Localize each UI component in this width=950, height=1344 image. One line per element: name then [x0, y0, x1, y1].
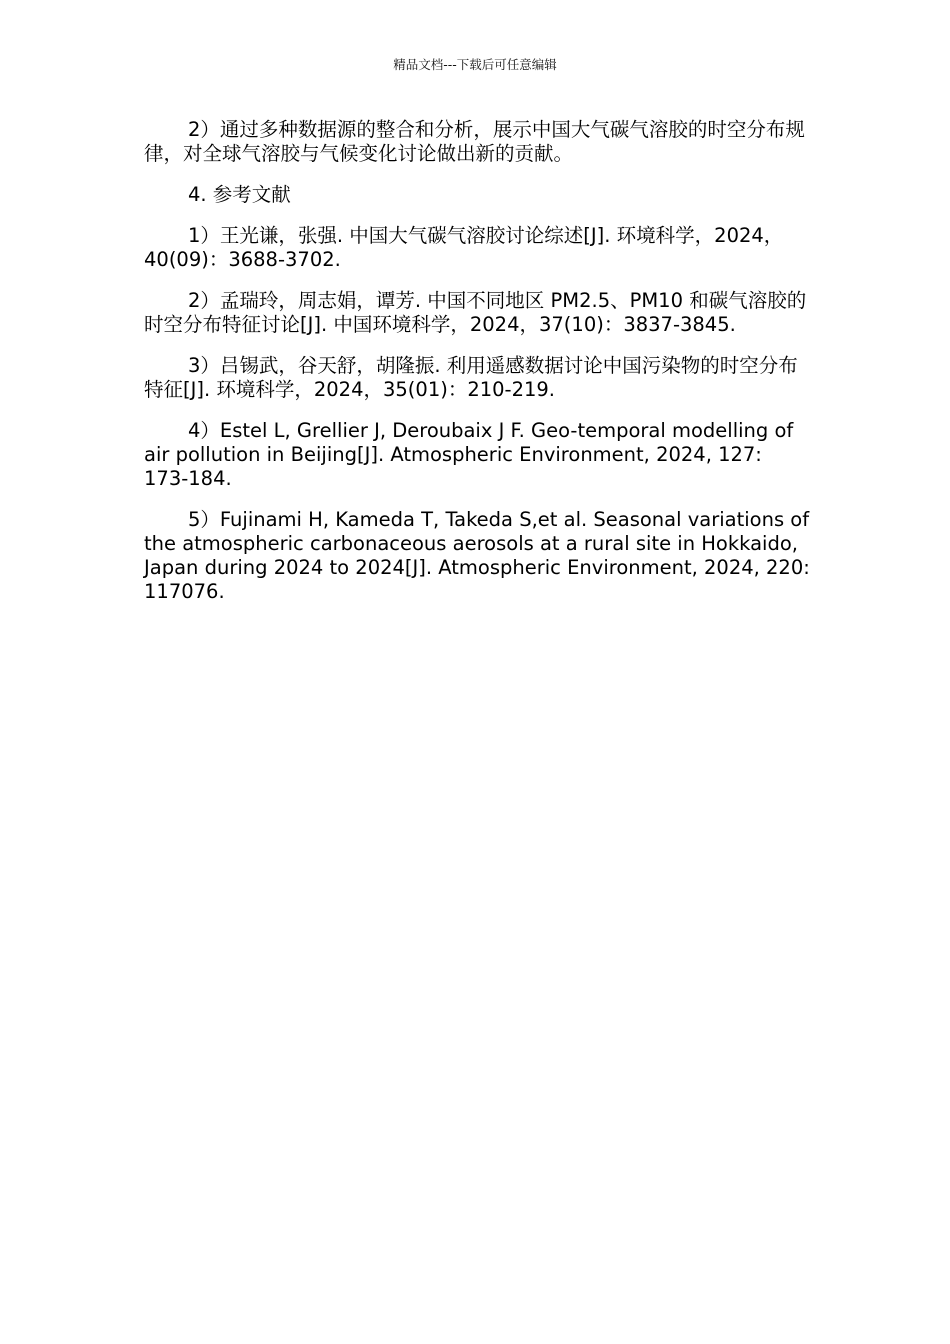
reference-item-1: 1）王光谦，张强. 中国大气碳气溶胶讨论综述[J]. 环境科学，2024，40(09)：3688-3702.: [144, 224, 784, 271]
reference-item-3: 3）吕锡武，谷天舒，胡隆振. 利用遥感数据讨论中国污染物的时空分布特征[J]. 环境科学，2024，35(01)：210-219.: [144, 354, 798, 401]
references-heading: 4. 参考文献: [188, 183, 291, 206]
reference-item-4: 4）Estel L, Grellier J, Deroubaix J F. Geo-temporal modelling of air pollution in Beijing[J]. Atmospheric Environment, 2024, 127: 173-184.: [144, 419, 794, 490]
page-header: 精品文档---下载后可任意编辑: [393, 57, 557, 72]
document-body: [144, 118, 810, 621]
reference-item-5: 5）Fujinami H, Kameda T, Takeda S,et al. Seasonal variations of the atmospheric carbonaceous aerosols at a rural site in Hokkaido, Japan during 2024 to 2024[J]. Atmospheric Environment, 2024, 220: 117076.: [144, 508, 810, 603]
reference-item-2: 2）孟瑞玲，周志娟，谭芳. 中国不同地区 PM2.5、PM10 和碳气溶胶的时空分布特征讨论[J]. 中国环境科学，2024，37(10)：3837-3845.: [144, 289, 807, 336]
conclusion-item-2: 2）通过多种数据源的整合和分析，展示中国大气碳气溶胶的时空分布规律，对全球气溶胶与气候变化讨论做出新的贡献。: [144, 118, 805, 165]
